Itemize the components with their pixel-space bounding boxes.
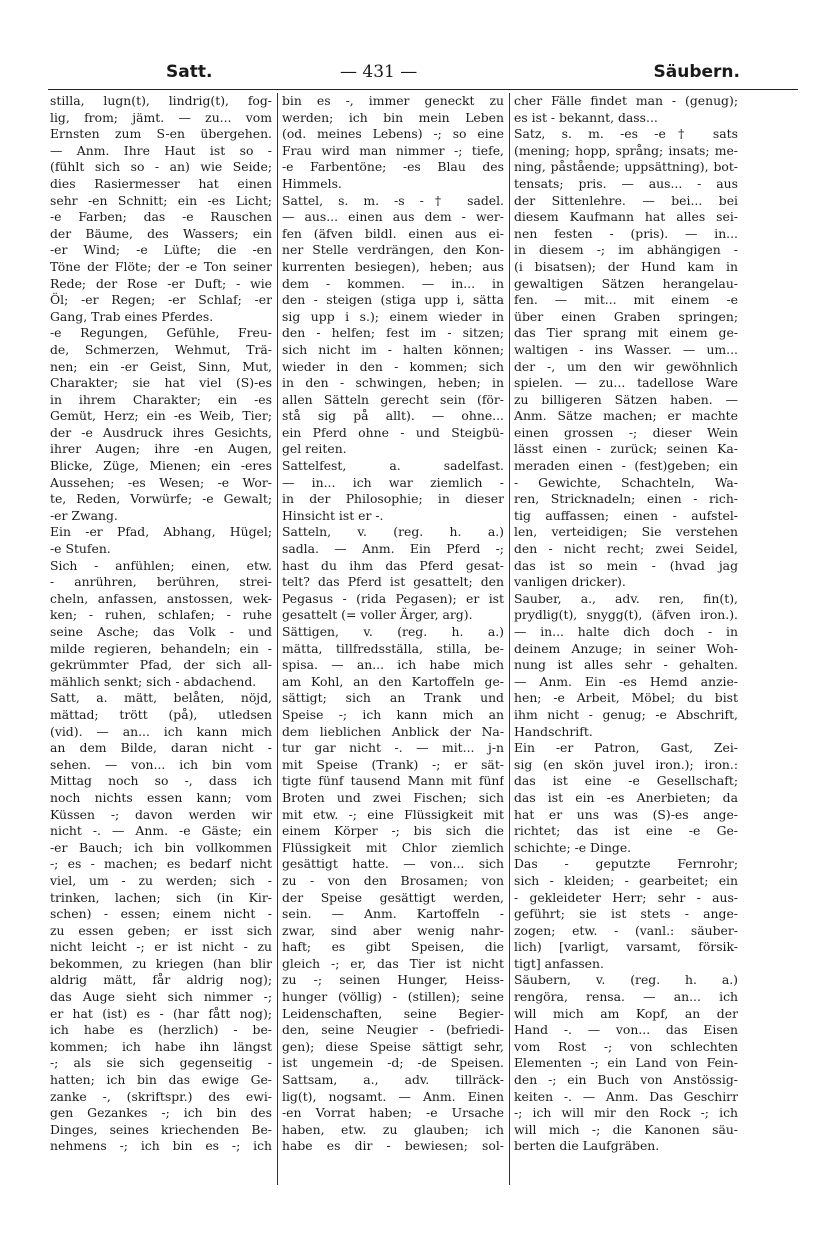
text-line: in diesem -; im abhängigen - — [514, 242, 738, 258]
text-line: mählich senkt; sich - abdachend. — [50, 673, 257, 689]
text-line: das ist so mein - (hvad jag — [514, 557, 738, 573]
text-line: gekrümmter Pfad, der sich all- — [50, 657, 272, 673]
text-line: mit Speise (Trank) -; er sät- — [282, 756, 504, 772]
text-line: tigt] anfassen. — [514, 955, 604, 971]
text-line: ken; - ruhen, schlafen; - ruhe — [50, 607, 272, 623]
text-line: (i bisatsen); der Hund kam in — [514, 258, 738, 274]
text-line: -e Farbentöne; -es Blau des — [282, 159, 504, 175]
text-line: den -; ein Buch von Anstössig- — [514, 1072, 738, 1088]
text-line: gleich -; er, das Tier ist nicht — [282, 955, 504, 971]
header-right-word: Säubern. — [653, 62, 740, 82]
header-left-word: Satt. — [166, 62, 213, 82]
text-line: sig upp i s.); einem wieder in — [282, 308, 504, 324]
text-line: Sättigen, v. (reg. h. a.) — [282, 624, 504, 639]
text-line: in ihrem Charakter; ein -es — [50, 391, 272, 407]
text-line: — aus... einen aus dem - wer- — [282, 209, 504, 225]
text-line: sig (en skön juvel iron.); iron.: — [514, 756, 738, 772]
text-line: milde regieren, behandeln; ein - — [50, 640, 272, 656]
text-line: in den - schwingen, heben; in — [282, 375, 504, 391]
text-line: es ist - bekannt, dass... — [514, 109, 658, 125]
text-line: mätta, tillfredsställa, stilla, be- — [282, 640, 504, 656]
column-separator-1 — [277, 93, 278, 1185]
text-line: Satteln, v. (reg. h. a.) — [282, 524, 504, 540]
header-rule — [48, 89, 798, 90]
text-line: zu -; seinen Hunger, Heiss- — [282, 972, 504, 988]
text-line: Satt, a. mätt, belåten, nöjd, — [50, 690, 272, 706]
text-line: -; ich will mir den Rock -; ich — [514, 1105, 738, 1121]
text-line: Speise -; ich kann mich an — [282, 706, 504, 722]
text-line: Mittag noch so -, dass ich — [50, 773, 272, 789]
text-line: zogen; etw. - (vanl.: säuber- — [514, 922, 738, 938]
text-line: Sauber, a., adv. ren, fin(t), — [514, 590, 738, 606]
text-line: nehmens -; ich bin es -; ich — [50, 1138, 272, 1154]
text-line: Leidenschaften, seine Begier- — [282, 1005, 504, 1021]
text-line: lig, from; jämt. — zu... vom — [50, 109, 272, 125]
text-line: (mening; hopp, språng; insats; me- — [514, 142, 738, 158]
text-line: den - steigen (stiga upp i, sätta — [282, 292, 504, 308]
text-line: — Anm. Ihre Haut ist so - — [50, 142, 272, 158]
text-line: ihrer Augen; ihre -en Augen, — [50, 441, 272, 457]
text-line: (fühlt sich so - an) wie Seide; — [50, 159, 272, 175]
text-line: bin es -, immer geneckt zu — [282, 93, 504, 108]
text-line: gen); diese Speise sättigt sehr, — [282, 1038, 504, 1054]
text-line: Blicke, Züge, Mienen; ein -eres — [50, 458, 272, 474]
page-number: — 431 — — [340, 62, 418, 82]
text-line: gesattelt (= voller Ärger, arg). — [282, 607, 473, 623]
text-line: zwar, sind aber wenig nahr- — [282, 922, 504, 938]
text-line: einem Körper -; bis sich die — [282, 823, 504, 839]
text-line: Gemüt, Herz; ein -es Weib, Tier; — [50, 408, 272, 424]
running-head — [48, 58, 798, 88]
text-line: lig(t), nogsamt. — Anm. Einen — [282, 1088, 504, 1104]
text-line: te, Reden, Vorwürfe; -e Gewalt; — [50, 491, 272, 507]
text-line: gesättigt hatte. — von... sich — [282, 856, 504, 872]
text-line: gewaltigen Sätzen herangelau- — [514, 275, 738, 291]
text-line: ich habe es (herzlich) - be- — [50, 1022, 272, 1038]
text-line: den, seine Neugier - (befriedi- — [282, 1022, 504, 1038]
text-line: Flüssigkeit mit Chlor ziemlich — [282, 839, 504, 855]
text-line: — Anm. Ein -es Hemd anzie- — [514, 673, 738, 689]
text-line: über einen Graben springen; — [514, 308, 738, 324]
text-line: Elementen -; ein Land von Fein- — [514, 1055, 738, 1071]
text-line: deinem Anzuge; in seiner Woh- — [514, 640, 738, 656]
text-line: kurrenten besiegen), heben; aus — [282, 258, 504, 274]
text-line: haft; es gibt Speisen, die — [282, 939, 504, 955]
text-line: Pegasus - (rida Pegasen); er ist — [282, 590, 504, 606]
text-line: das Tier sprang mit einem ge- — [514, 325, 738, 341]
text-line: der -e Ausdruck ihres Gesichts, — [50, 424, 272, 440]
text-line: der Bäume, des Wassers; ein — [50, 225, 272, 241]
text-line: dem - kommen. — in... in — [282, 275, 504, 291]
text-line: zu essen geben; er isst sich — [50, 922, 272, 938]
text-line: das ist eine -e Gesellschaft; — [514, 773, 738, 789]
text-line: prydlig(t), snygg(t), (äfven iron.). — [514, 607, 738, 623]
text-line: noch nichts essen kann; vom — [50, 789, 272, 805]
text-line: werden; ich bin mein Leben — [282, 109, 504, 125]
text-line: Ein -er Patron, Gast, Zei- — [514, 740, 738, 756]
text-line: Himmels. — [282, 175, 342, 191]
text-line: ein Pferd ohne - und Steigbü- — [282, 424, 504, 440]
text-line: bekommen, zu kriegen (han blir — [50, 955, 272, 971]
text-line: seine Asche; das Volk - und — [50, 624, 272, 639]
text-line: ren, Stricknadeln; einen - rich- — [514, 491, 738, 507]
text-line: nicht leicht -; er ist nicht - zu — [50, 939, 272, 955]
text-line: Hand -. — von... das Eisen — [514, 1022, 738, 1038]
text-line: sadla. — Anm. Ein Pferd -; — [282, 541, 504, 557]
text-line: mit etw. -; eine Flüssigkeit mit — [282, 806, 504, 822]
text-line: sehen. — von... ich bin vom — [50, 756, 272, 772]
column-1 — [50, 93, 272, 1233]
text-line: dies Rasiermesser hat einen — [50, 175, 272, 191]
text-line: Hinsicht ist er -. — [282, 507, 384, 523]
text-line: tur gar nicht -. — mit... j-n — [282, 740, 504, 756]
text-line: gel reiten. — [282, 441, 347, 457]
text-line: Handschrift. — [514, 723, 593, 739]
text-line: cher Fälle findet man - (genug); — [514, 93, 738, 108]
text-line: einen grossen -; dieser Wein — [514, 424, 738, 440]
text-line: -er Wind; -e Lüfte; die -en — [50, 242, 272, 258]
text-line: der -, um den wir gewöhnlich — [514, 358, 738, 374]
column-separator-2 — [509, 93, 510, 1185]
text-line: spisa. — an... ich habe mich — [282, 657, 504, 673]
text-line: hunger (völlig) - (stillen); seine — [282, 989, 504, 1005]
text-line: Dinges, seines kriechenden Be- — [50, 1121, 272, 1137]
text-line: - Gewichte, Schachteln, Wa- — [514, 474, 738, 490]
text-line: - anrühren, berühren, strei- — [50, 574, 272, 590]
text-line: cheln, anfassen, anstossen, wek- — [50, 590, 272, 606]
text-line: trinken, lachen; sich (in Kir- — [50, 889, 272, 905]
text-line: Charakter; sie hat viel (S)-es — [50, 375, 272, 391]
text-line: Sich - anfühlen; einen, etw. — [50, 557, 272, 573]
text-line: telt? das Pferd ist gesattelt; den — [282, 574, 504, 590]
text-line: hat er uns was (S)-es ange- — [514, 806, 738, 822]
text-line: Ein -er Pfad, Abhang, Hügel; — [50, 524, 272, 540]
text-line: richtet; das ist eine -e Ge- — [514, 823, 738, 839]
text-line: sehr -en Schnitt; ein -es Licht; — [50, 192, 272, 208]
text-line: dem lieblichen Anblick der Na- — [282, 723, 504, 739]
text-line: Aussehen; -es Wesen; -e Wor- — [50, 474, 272, 490]
text-line: vom Rost -; von schlechten — [514, 1038, 738, 1054]
text-line: -e Stufen. — [50, 541, 111, 557]
text-line: das Auge sieht sich nimmer -; — [50, 989, 272, 1005]
text-line: len, verteidigen; Sie verstehen — [514, 524, 738, 540]
text-line: (vid). — an... ich kann mich — [50, 723, 272, 739]
text-line: -en Vorrat haben; -e Ursache — [282, 1105, 504, 1121]
text-line: er hat (ist) es - (har fått nog); — [50, 1005, 272, 1021]
text-line: der Speise gesättigt werden, — [282, 889, 504, 905]
text-line: habe es dir - bewiesen; sol- — [282, 1138, 504, 1154]
text-line: den - nicht recht; zwei Seidel, — [514, 541, 738, 557]
text-line: — in... halte dich doch - in — [514, 624, 738, 639]
text-line: Öl; -er Regen; -er Schlaf; -er — [50, 292, 272, 308]
text-line: Sattel, s. m. -s -† sadel. — [282, 192, 504, 208]
text-line: Satz, s. m. -es -e† sats — [514, 126, 738, 142]
text-line: -er Zwang. — [50, 507, 118, 523]
text-line: tig auffassen; einen - aufstel- — [514, 507, 738, 523]
text-line: -; als sie sich gegenseitig - — [50, 1055, 272, 1071]
text-line: ist ungemein -d; -de Speisen. — [282, 1055, 504, 1071]
text-line: Broten und zwei Fischen; sich — [282, 789, 504, 805]
text-line: der Sittenlehre. — bei... bei — [514, 192, 738, 208]
text-line: fen (äfven bildl. einen aus ei- — [282, 225, 504, 241]
text-line: nung ist alles sehr - gehalten. — [514, 657, 738, 673]
text-line: Töne der Flöte; der -e Ton seiner — [50, 258, 272, 274]
text-line: diesem Kaufmann hat alles sei- — [514, 209, 738, 225]
text-line: hen; -e Arbeit, Möbel; du bist — [514, 690, 738, 706]
text-line: mättad; trött (på), utledsen — [50, 706, 272, 722]
text-line: nicht -. — Anm. -e Gäste; ein — [50, 823, 272, 839]
text-line: nen festen - (pris). — in... — [514, 225, 738, 241]
text-line: an dem Bilde, daran nicht - — [50, 740, 272, 756]
column-2 — [282, 93, 504, 1233]
text-line: (od. meines Lebens) -; so eine — [282, 126, 504, 142]
text-line: am Kohl, an den Kartoffeln ge- — [282, 673, 504, 689]
text-line: lich) [varligt, varsamt, försik- — [514, 939, 738, 955]
text-line: Gang, Trab eines Pferdes. — [50, 308, 214, 324]
column-3 — [514, 93, 738, 1233]
text-line: den - helfen; fest im - sitzen; — [282, 325, 504, 341]
text-line: meraden einen - (fest)geben; ein — [514, 458, 738, 474]
text-line: rengöra, rensa. — an... ich — [514, 989, 738, 1005]
text-line: keiten -. — Anm. Das Geschirr — [514, 1088, 738, 1104]
text-line: berten die Laufgräben. — [514, 1138, 660, 1154]
text-line: de, Schmerzen, Wehmut, Trä- — [50, 341, 272, 357]
text-line: Küssen -; davon werden wir — [50, 806, 272, 822]
text-line: Sattsam, a., adv. tillräck- — [282, 1072, 504, 1088]
text-line: wieder in den - kommen; sich — [282, 358, 504, 374]
text-line: Rede; der Rose -er Duft; - wie — [50, 275, 272, 291]
text-line: -; es - machen; es bedarf nicht — [50, 856, 272, 872]
text-line: ner Stelle verdrängen, den Kon- — [282, 242, 504, 258]
text-line: nen; ein -er Geist, Sinn, Mut, — [50, 358, 272, 374]
text-line: stå sig på allt). — ohne... — [282, 408, 504, 424]
text-line: -er Bauch; ich bin vollkommen — [50, 839, 272, 855]
text-line: zu billigeren Sätzen haben. — — [514, 391, 738, 407]
text-line: Säubern, v. (reg. h. a.) — [514, 972, 738, 988]
text-line: schichte; -e Dinge. — [514, 839, 632, 855]
text-line: kommen; ich habe ihn längst — [50, 1038, 272, 1054]
text-line: -e Regungen, Gefühle, Freu- — [50, 325, 272, 341]
text-line: sich - kleiden; - gearbeitet; ein — [514, 872, 738, 888]
text-line: - gekleideter Herr; sehr - aus- — [514, 889, 738, 905]
text-line: spielen. — zu... tadellose Ware — [514, 375, 738, 391]
text-line: hast du ihm das Pferd gesat- — [282, 557, 504, 573]
text-line: sich nicht im - halten können; — [282, 341, 504, 357]
text-line: aldrig mätt, får aldrig nog); — [50, 972, 272, 988]
text-line: hatten; ich bin das ewige Ge- — [50, 1072, 272, 1088]
text-line: das ist ein -es Anerbieten; da — [514, 789, 738, 805]
text-line: gen Gezankes -; ich bin des — [50, 1105, 272, 1121]
text-line: Ernsten zum S-en übergehen. — [50, 126, 272, 142]
text-line: allen Sätteln gerecht sein (för- — [282, 391, 504, 407]
text-line: tigte fünf tausend Mann mit fünf — [282, 773, 504, 789]
text-line: Das - geputzte Fernrohr; — [514, 856, 738, 872]
text-line: sein. — Anm. Kartoffeln - — [282, 906, 504, 922]
text-line: Frau wird man nimmer -; tiefe, — [282, 142, 504, 158]
text-line: zanke -, (skriftspr.) des ewi- — [50, 1088, 272, 1104]
text-line: — in... ich war ziemlich - — [282, 474, 504, 490]
text-line: schen) - essen; einem nicht - — [50, 906, 272, 922]
text-line: will mich -; die Kanonen säu- — [514, 1121, 738, 1137]
text-line: Sattelfest, a. sadelfast. — [282, 458, 504, 474]
text-line: ning, påstående; uppsättning), bot- — [514, 159, 738, 175]
text-line: in der Philosophie; in dieser — [282, 491, 504, 507]
text-line: haben, etw. zu glauben; ich — [282, 1121, 504, 1137]
text-line: Anm. Sätze machen; er machte — [514, 408, 738, 424]
text-line: vanligen dricker). — [514, 574, 626, 590]
text-line: -e Farben; das -e Rauschen — [50, 209, 272, 225]
text-line: fen. — mit... mit einem -e — [514, 292, 738, 308]
text-line: will mich am Kopf, an der — [514, 1005, 738, 1021]
text-line: zu - von den Brosamen; von — [282, 872, 504, 888]
text-line: viel, um - zu werden; sich - — [50, 872, 272, 888]
text-line: lässt einen - zurück; seinen Ka- — [514, 441, 738, 457]
text-line: geführt; sie ist stets - ange- — [514, 906, 738, 922]
text-line: tensats; pris. — aus... - aus — [514, 175, 738, 191]
text-line: waltigen - ins Wasser. — um... — [514, 341, 738, 357]
text-line: ihm nicht - genug; -e Abschrift, — [514, 706, 738, 722]
text-line: stilla, lugn(t), lindrig(t), fog- — [50, 93, 272, 108]
text-line: sättigt; sich an Trank und — [282, 690, 504, 706]
